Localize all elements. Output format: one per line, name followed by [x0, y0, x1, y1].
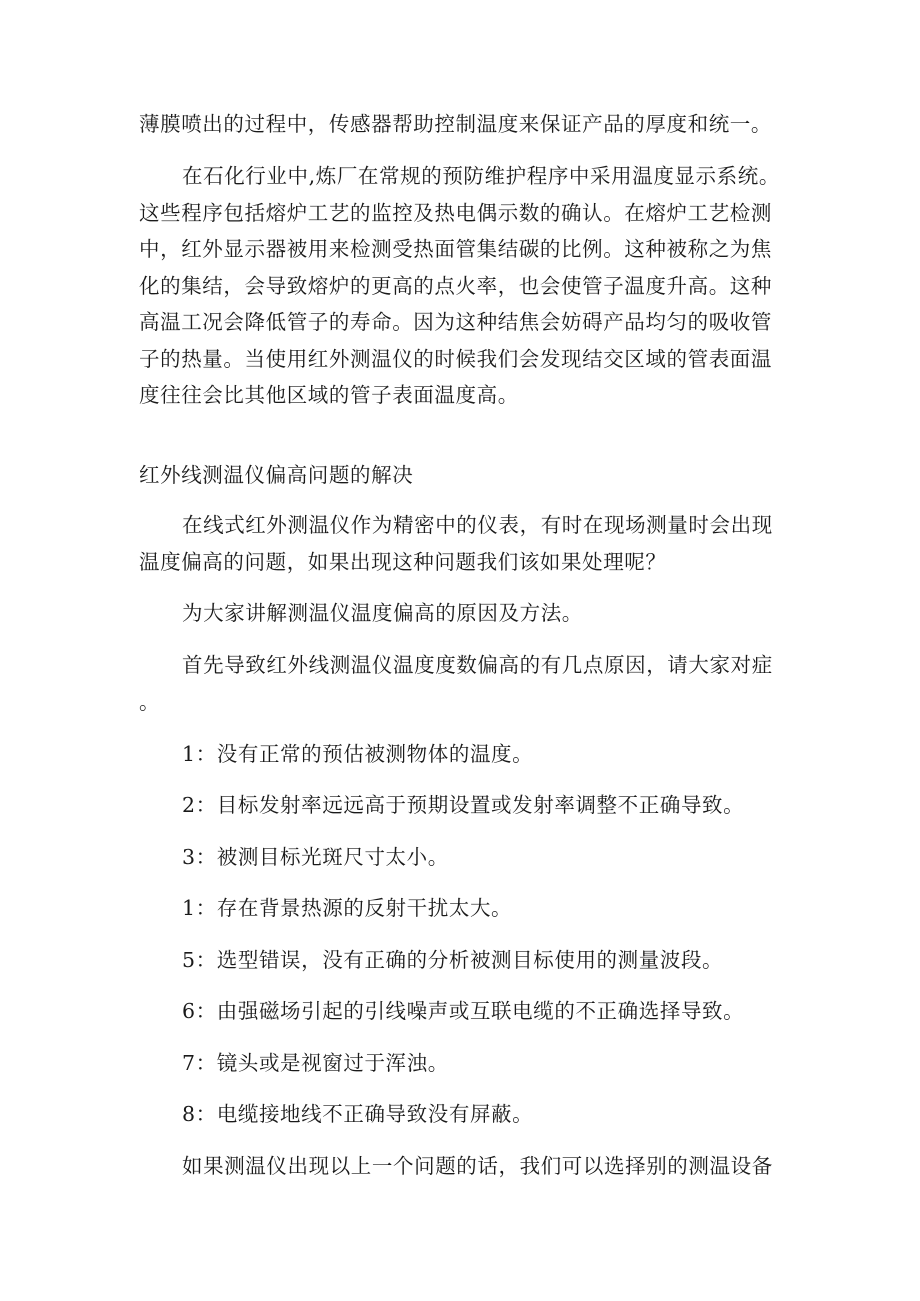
explain-paragraph: 为大家讲解测温仪温度偏高的原因及方法。	[182, 601, 583, 625]
petrochem-paragraph-line: 度往往会比其他区域的管子表面温度高。	[139, 383, 519, 407]
cause-list-item: 1：存在背景热源的反射干扰太大。	[182, 896, 513, 920]
cause-list-item: 2：目标发射率远远高于预期设置或发射率调整不正确导致。	[182, 793, 745, 817]
cause-list-item: 3：被测目标光斑尺寸太小。	[182, 845, 449, 869]
cause-list-item: 1：没有正常的预估被测物体的温度。	[182, 742, 534, 766]
petrochem-paragraph-line: 子的热量。当使用红外测温仪的时候我们会发现结交区域的管表面温	[139, 347, 772, 371]
cause-list-item: 8：电缆接地线不正确导致没有屏蔽。	[182, 1102, 534, 1126]
intro-paragraph-line: 薄膜喷出的过程中，传感器帮助控制温度来保证产品的厚度和统一。	[139, 112, 772, 136]
petrochem-paragraph-line: 在石化行业中,炼厂在常规的预防维护程序中采用温度显示系统。	[182, 164, 780, 188]
petrochem-paragraph-line: 化的集结，会导致熔炉的更高的点火率，也会使管子温度升高。这种	[139, 274, 772, 298]
problem-paragraph-line: 温度偏高的问题，如果出现这种问题我们该如果处理呢？	[139, 550, 667, 574]
section-heading: 红外线测温仪偏高问题的解决	[139, 463, 414, 487]
cause-list-item: 6：由强磁场引起的引线噪声或互联电缆的不正确选择导致。	[182, 999, 745, 1023]
petrochem-paragraph-line: 高温工况会降低管子的寿命。因为这种结焦会妨碍产品均匀的吸收管	[139, 310, 772, 334]
petrochem-paragraph-line: 这些程序包括熔炉工艺的监控及热电偶示数的确认。在熔炉工艺检测	[139, 201, 772, 225]
petrochem-paragraph-line: 中，红外显示器被用来检测受热面管集结碳的比例。这种被称之为焦	[139, 237, 772, 261]
closing-paragraph-line: 如果测温仪出现以上一个问题的话，我们可以选择别的测温设备	[182, 1154, 773, 1178]
problem-paragraph-line: 在线式红外测温仪作为精密中的仪表，有时在现场测量时会出现	[182, 513, 773, 537]
causes-intro-line: 。	[139, 690, 161, 714]
causes-intro-line: 首先导致红外线测温仪温度度数偏高的有几点原因，请大家对症	[182, 653, 773, 677]
cause-list-item: 5：选型错误，没有正确的分析被测目标使用的测量波段。	[182, 948, 724, 972]
cause-list-item: 7：镜头或是视窗过于浑浊。	[182, 1051, 449, 1075]
